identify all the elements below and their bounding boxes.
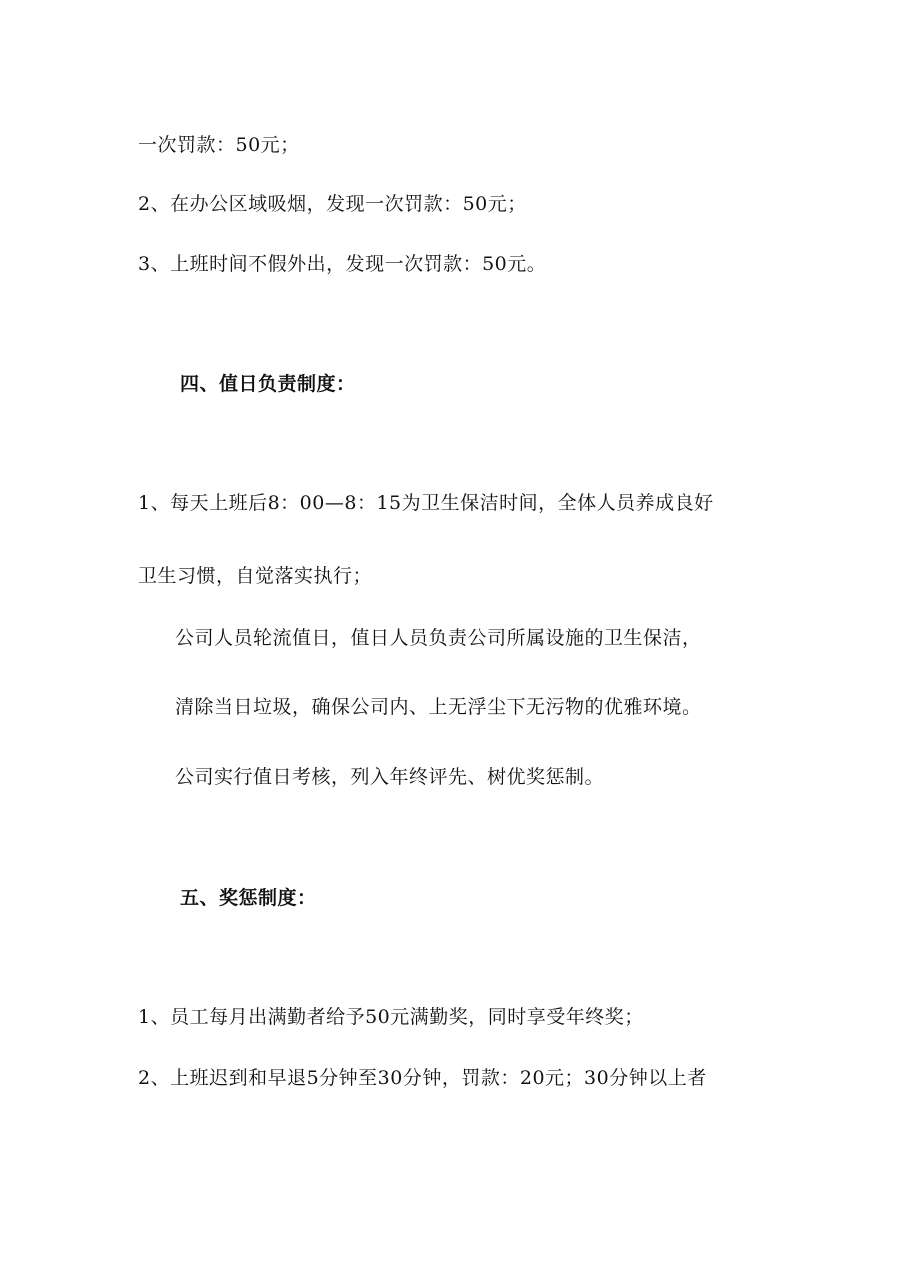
section4-indented-3: 公司实行值日考核，列入年终评先、树优奖惩制。 (175, 766, 605, 788)
section5-heading: 五、奖惩制度： (180, 887, 317, 909)
section4-item1-line1: 1、每天上班后8：00—8：15为卫生保洁时间，全体人员养成良好 (138, 492, 714, 514)
section4-heading: 四、值日负责制度： (180, 373, 356, 395)
section4-indented-2: 清除当日垃圾，确保公司内、上无浮尘下无污物的优雅环境。 (175, 696, 702, 718)
top-line-2: 2、在办公区域吸烟，发现一次罚款：50元； (138, 193, 527, 215)
section5-item-1: 1、员工每月出满勤者给予50元满勤奖，同时享受年终奖； (138, 1006, 644, 1028)
top-line-3: 3、上班时间不假外出，发现一次罚款：50元。 (138, 253, 547, 275)
section4-item1-line2: 卫生习惯，自觉落实执行； (138, 565, 373, 587)
section5-item-2: 2、上班迟到和早退5分钟至30分钟，罚款：20元；30分钟以上者 (138, 1067, 707, 1089)
top-line-1: 一次罚款：50元； (138, 134, 300, 156)
section4-indented-1: 公司人员轮流值日，值日人员负责公司所属设施的卫生保洁， (175, 627, 702, 649)
